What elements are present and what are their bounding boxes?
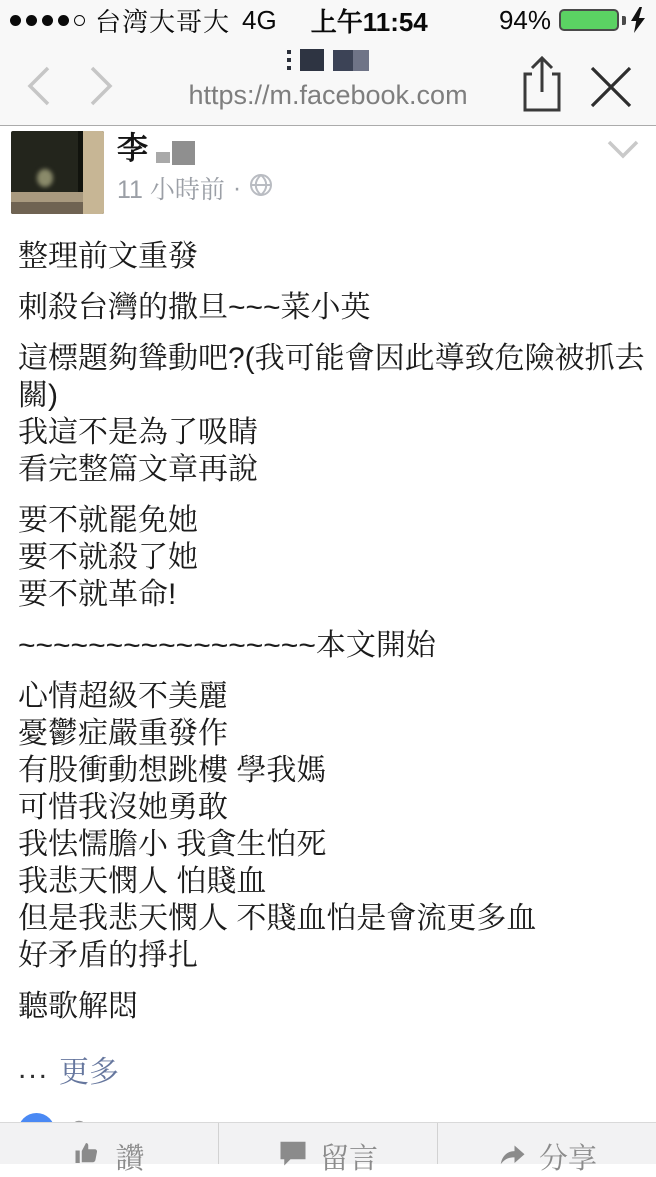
signal-strength-icon [10,15,85,26]
share-button[interactable] [437,1123,656,1175]
battery-percent: 94% [498,4,551,35]
author-name-row[interactable] [117,132,195,166]
post-text [0,224,656,1025]
see-more-row [0,1039,656,1091]
post-paragraph: 刺殺台灣的撒旦~~~菜小英 [18,291,371,324]
name-redaction-block [156,152,170,163]
close-icon[interactable] [588,64,634,115]
post-paragraph: 心情超級不美麗 憂鬱症嚴重發作 有股衝動想跳樓 學我媽 可惜我沒她勇敢 我怯懦膽小 我貪生怕死 我悲天憫人 怕賤血 但是我悲天憫人 不賤血怕是會流更多血 好矛盾的掙扎 [18,680,537,972]
post-paragraph: 要不就罷免她 要不就殺了她 要不就革命! [18,504,198,611]
post-meta [117,170,273,206]
avatar[interactable] [11,131,104,214]
carrier-name: 台湾大哥大 [95,6,231,37]
action-share-icon [497,1138,527,1176]
meta-separator: · [232,173,242,202]
like-button[interactable] [0,1123,218,1175]
comment-button[interactable] [218,1123,437,1175]
comment-button-label: 留言 [319,1143,378,1175]
post-action-bar [0,1122,656,1175]
charging-bolt-icon [630,7,646,33]
battery-icon [559,9,619,31]
share-button-label: 分享 [538,1143,597,1175]
see-more-link[interactable]: 更多 [59,1056,120,1089]
network-type: 4G [242,4,277,35]
post-paragraph: 聽歌解悶 [18,990,138,1023]
address-url[interactable]: https://m.facebook.com [188,80,468,110]
action-comment-icon [278,1138,308,1176]
truncation-ellipsis: ... [18,1052,50,1085]
battery-nub [622,16,626,25]
title-redaction-dots [287,50,291,70]
share-export-icon[interactable] [518,54,566,119]
status-bar [0,0,656,40]
action-like-icon [73,1138,103,1176]
post-menu-chevron-icon[interactable] [606,138,640,165]
facebook-post [0,126,656,1155]
like-button-label: 讚 [115,1143,145,1175]
name-redaction-block [172,141,195,165]
author-name[interactable]: 李 [117,131,148,166]
globe-icon [249,173,273,204]
title-redaction-block [300,49,324,71]
post-paragraph: 整理前文重發 [18,240,198,273]
post-header [0,126,656,224]
post-paragraph: ~~~~~~~~~~~~~~~~~本文開始 [18,629,436,662]
title-redaction-block [333,50,369,71]
browser-nav-bar [0,40,656,126]
status-time: 上午11:54 [310,6,428,37]
post-timestamp[interactable]: 11 小時前 [117,176,225,204]
post-paragraph: 這標題夠聳動吧?(我可能會因此導致危險被抓去關) 我這不是為了吸睛 看完整篇文章再說 [18,342,645,486]
